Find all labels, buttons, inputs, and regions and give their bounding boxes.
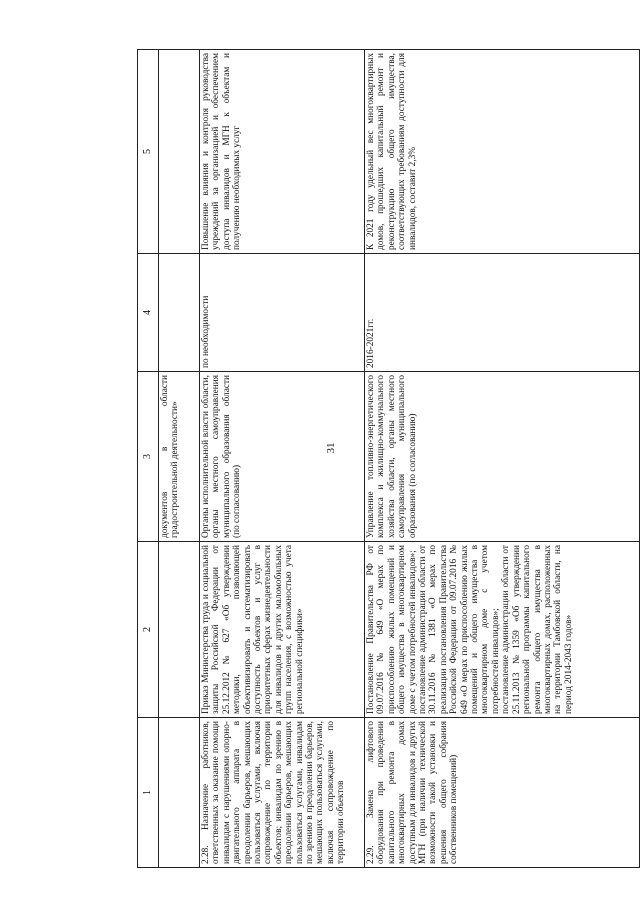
legal-basis-cell: Приказ Министерства труда и социальной защиты Российской Федерации от 25.12.2012 № 627 «Об утверждении методики, позволяющей объективизировать и систематизировать доступность объектов и услуг в приоритетных сферах жизнедеятельности для инвалидов и других маломобильных групп населения, с возможностью учета региональной специфики»	[200, 542, 365, 718]
responsible-cell: Органы исполнительной власти области, органы местного самоуправления муниципального образования области (по согласованию)	[200, 372, 365, 542]
result-cell: Повышение влияния и контроля руководства учреждений за организацией и обеспечением доступа инвалидов и МГН к объектам и получению необходимых услуг	[200, 50, 365, 254]
table-cell: документов в области градостроительной деятельности»	[159, 372, 200, 542]
table-row	[365, 50, 640, 868]
header-cell: 4	[138, 254, 159, 372]
table-row-continuation	[159, 50, 200, 868]
table-row	[200, 50, 365, 868]
legal-basis-line: постановление администрации области от 30.11.2016 № 1381 «О мерах по реализации постановления Правительства Российской Федерации от 09.07.2016 № 649 «О мерах по приспособлению жилых помещений и общего имущества в многоквартирном доме с учетом потребностей инвалидов»;	[418, 545, 501, 714]
deadline-cell: по необходимости	[200, 254, 365, 372]
header-cell: 1	[138, 718, 159, 868]
legal-basis-line: постановление администрации области от 25.11.2013 №1359 «Об утверждении региональной программы капитального ремонта общего имущества в многоквартирных домах, расположенных на территории Тамбовской области, на период 2014-2043 годов»	[501, 545, 574, 714]
legal-basis-cell	[365, 542, 640, 718]
responsible-cell: Управление топливно-энергетического комплекса и жилищно-коммунального хозяйства области, органы местного самоуправления муниципального образования (по согласованию)	[365, 372, 640, 542]
rotated-page-content	[137, 50, 640, 868]
measures-table	[137, 49, 640, 868]
legal-basis-line: Постановление Правительства РФ от 09.07.2016 № 649 «О мерах по приспособлению жилых помещений и общего имущества в многоквартирном доме с учетом потребностей инвалидов»;	[366, 545, 418, 714]
measure-cell: 2.28. Назначение работников, ответственных за оказание помощи инвалидам с нарушениями опорно-двигательного аппарата в преодолении барьеров, мешающих пользоваться услугами, включая сопровождение по территории объектов; инвалидам по зрению в преодолении барьеров, мешающих пользоваться услугами, инвалидам по зрению в преодолении барьеров, мешающих пользоваться услугами, включая сопровождение по территории объектов	[200, 718, 365, 868]
table-header-row	[138, 50, 159, 868]
deadline-cell: 2016-2021гг.	[365, 254, 640, 372]
header-cell: 5	[138, 50, 159, 254]
measure-cell: 2.29. Замена лифтового оборудования при проведении капитального ремонта в многоквартирных домах доступным для инвалидов и других МГН (при наличии технической возможности такой установки и решения общего собрания собственников помещений)	[365, 718, 640, 868]
table-cell	[159, 542, 200, 718]
page-number: 31	[325, 442, 337, 454]
table-cell	[159, 718, 200, 868]
header-cell: 3	[138, 372, 159, 542]
result-cell: К 2021 году удельный вес многоквартирных домов, прошедших капитальный ремонт и реконструкцию общего имущества, соответствующих требованиям доступности для инвалидов, составит 2,3%	[365, 50, 640, 254]
header-cell: 2	[138, 542, 159, 718]
table-cell	[159, 254, 200, 372]
table-cell	[159, 50, 200, 254]
